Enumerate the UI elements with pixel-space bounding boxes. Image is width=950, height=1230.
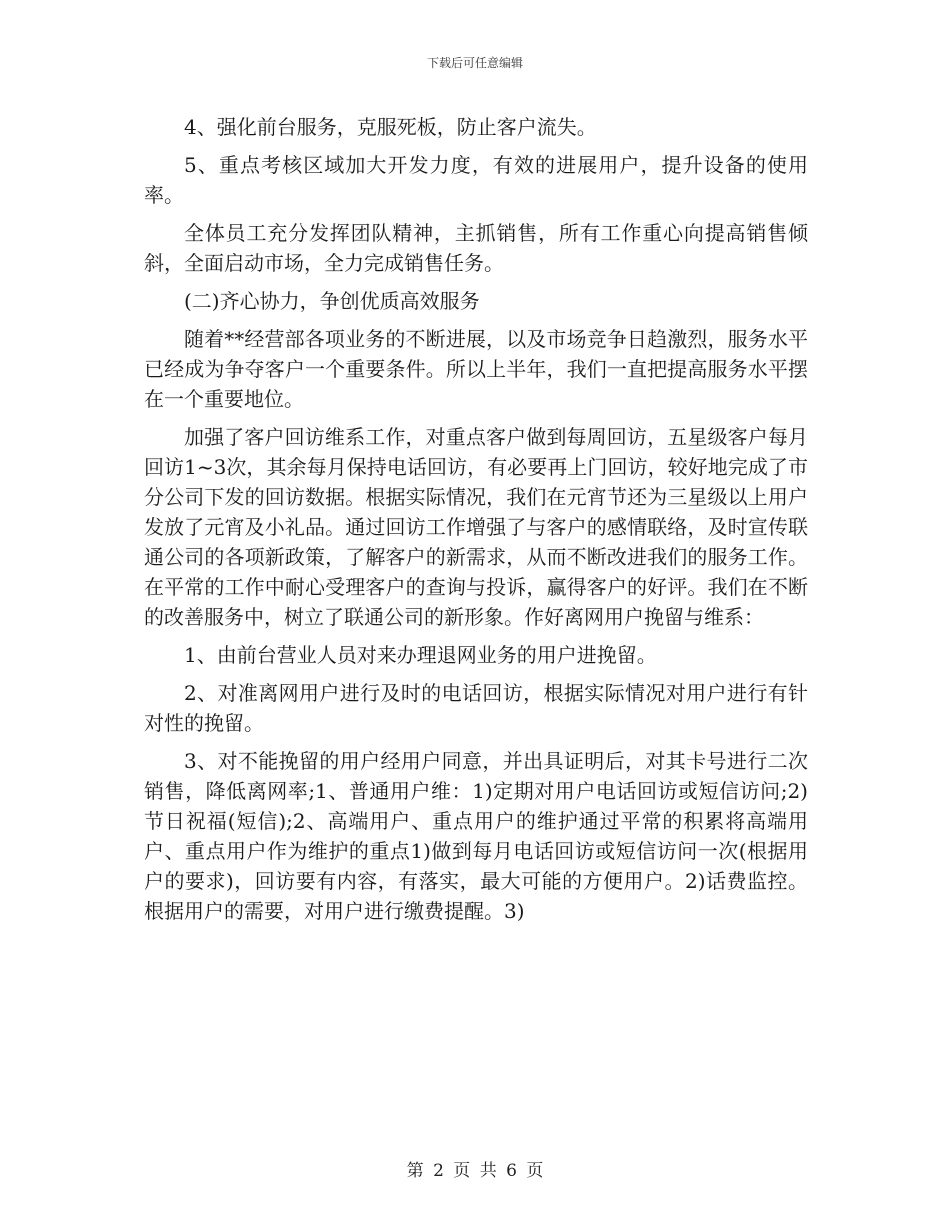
list-item-retention-1: 1、由前台营业人员对来办理退网业务的用户进挽留。 <box>184 643 657 667</box>
list-item-retention-3: 3、对不能挽留的用户经用户同意，并出具证明后，对其卡号进行二次销售，降低离网率;1、普通用户维：1)定期对用户电话回访或短信访问;2)节日祝福(短信);2、高端用户、重点用户的维护通过平常的积累将高端用户、重点用户作为维护的重点1)做到每月电话回访或短信访问一次(根据用户的要求)，回访要有内容，有落实，最大可能的方便用户。2)话费监控。根据用户的需要，对用户进行缴费提醒。3) <box>144 749 808 923</box>
paragraph-service-level: 随着**经营部各项业务的不断进展，以及市场竞争日趋激烈，服务水平已经成为争夺客户一个重要条件。所以上半年，我们一直把提高服务水平摆在一个重要地位。 <box>144 327 808 411</box>
paragraph-item-5: 5、重点考核区域加大开发力度，有效的进展用户，提升设备的使用率。 <box>144 153 808 207</box>
paragraph-item-4: 4、强化前台服务，克服死板，防止客户流失。 <box>184 115 597 139</box>
page-header: 下载后可任意编辑 <box>426 56 523 70</box>
paragraph-team-spirit: 全体员工充分发挥团队精神，主抓销售，所有工作重心向提高销售倾斜，全面启动市场，全力完成销售任务。 <box>144 221 808 275</box>
section-heading: (二)齐心协力，争创优质高效服务 <box>184 289 480 313</box>
paragraph-customer-visits: 加强了客户回访维系工作，对重点客户做到每周回访，五星级客户每月回访1~3次，其余每月保持电话回访，有必要再上门回访，较好地完成了市分公司下发的回访数据。根据实际情况，我们在元宵节还为三星级以上用户发放了元宵及小礼品。通过回访工作增强了与客户的感情联络，及时宣传联通公司的各项新政策，了解客户的新需求，从而不断改进我们的服务工作。在平常的工作中耐心受理客户的查询与投诉，赢得客户的好评。我们在不断的改善服务中，树立了联通公司的新形象。作好离网用户挽留与维系： <box>144 425 808 629</box>
page-footer: 第 2 页 共 6 页 <box>406 1161 544 1181</box>
document-body <box>144 112 808 926</box>
list-item-retention-2: 2、对准离网用户进行及时的电话回访，根据实际情况对用户进行有针对性的挽留。 <box>144 681 808 735</box>
